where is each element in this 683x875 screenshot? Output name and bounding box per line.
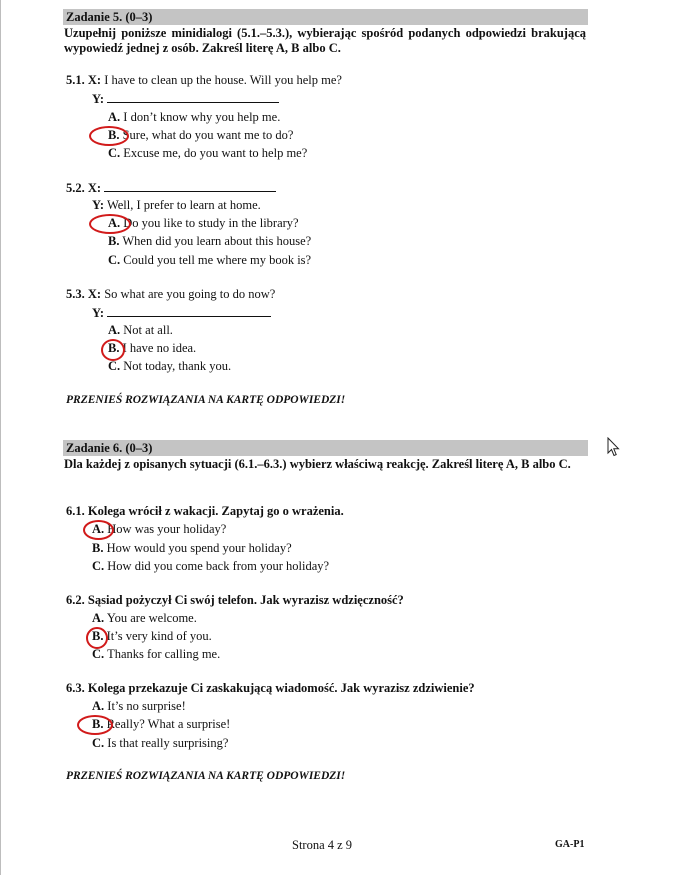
task5-header-band [63, 9, 588, 25]
task5-header: Zadanie 5. (0–3) [66, 10, 153, 24]
q6-3-option-a-letter: A. [92, 699, 105, 713]
q5-1-option-b[interactable] [108, 128, 293, 143]
task5-transfer-note: PRZENIEŚ ROZWIĄZANIA NA KARTĘ ODPOWIEDZI! [66, 394, 346, 406]
q6-2-option-b-letter: B. [92, 629, 104, 643]
q5-1-option-a-letter: A. [108, 110, 121, 124]
q5-3-option-a[interactable] [108, 323, 173, 338]
q6-1-option-b-letter: B. [92, 541, 104, 555]
q5-2-y-text: Well, I prefer to learn at home. [106, 198, 261, 212]
q5-1-answer-circle [89, 126, 129, 146]
q6-3-prompt: Kolega przekazuje Ci zaskakującą wiadomość. Jak wyrazisz zdziwienie? [87, 681, 475, 695]
q5-3-line-x [66, 287, 275, 302]
q5-1-answer-blank[interactable] [107, 91, 279, 103]
q5-3-option-b-text: I have no idea. [122, 341, 197, 355]
q6-2-number: 6.2. [66, 593, 85, 607]
mouse-cursor-icon [607, 437, 621, 457]
q5-3-option-a-letter: A. [108, 323, 121, 337]
q5-2-line-x [66, 180, 276, 196]
q6-1-option-c-text: How did you come back from your holiday? [107, 559, 330, 573]
q6-3-answer-circle [77, 715, 113, 735]
page-left-edge [0, 0, 1, 875]
q6-1-prompt: Kolega wrócił z wakacji. Zapytaj go o wrażenia. [87, 504, 344, 518]
q6-2-answer-circle [86, 627, 108, 649]
q5-3-speaker-y: Y: [92, 306, 105, 320]
q5-1-option-b-text: Sure, what do you want me to do? [122, 128, 294, 142]
q6-3-prompt-line [66, 681, 475, 696]
task6-header-band [63, 440, 588, 456]
q6-2-option-b[interactable] [92, 629, 212, 644]
q5-2-option-a-letter: A. [108, 216, 121, 230]
q5-2-option-b-text: When did you learn about this house? [122, 234, 312, 248]
q6-1-number: 6.1. [66, 504, 85, 518]
page-number: Strona 4 z 9 [292, 838, 353, 852]
q6-1-option-a-text: How was your holiday? [107, 522, 227, 536]
q5-1-speaker-y: Y: [92, 92, 105, 106]
q5-3-option-c-text: Not today, thank you. [123, 359, 232, 373]
task5-instruction: Uzupełnij poniższe minidialogi (5.1.–5.3.), wybierając spośród podanych odpowiedzi brakującą wypowiedź jednej z osób. Zakreśl literę A, B albo C. [64, 26, 586, 55]
q5-3-answer-circle [101, 339, 125, 361]
q5-2-option-c-letter: C. [108, 253, 121, 267]
exam-code: GA-P1 [555, 839, 585, 850]
q6-3-option-c-letter: C. [92, 736, 105, 750]
q5-3-speaker-x: X: [87, 287, 102, 301]
q5-2-answer-circle [89, 214, 131, 234]
q5-2-option-c[interactable] [108, 253, 311, 268]
q5-1-number: 5.1. [66, 73, 85, 87]
q5-3-number: 5.3. [66, 287, 85, 301]
q6-2-option-c[interactable] [92, 647, 220, 662]
q5-3-option-a-text: Not at all. [123, 323, 173, 337]
q6-3-option-c-text: Is that really surprising? [107, 736, 229, 750]
q6-2-option-c-letter: C. [92, 647, 105, 661]
q6-3-option-a[interactable] [92, 699, 186, 714]
q5-2-speaker-x: X: [87, 181, 102, 195]
q6-2-option-c-text: Thanks for calling me. [107, 647, 221, 661]
q5-3-answer-blank[interactable] [107, 305, 271, 317]
q6-1-option-b-text: How would you spend your holiday? [106, 541, 292, 555]
q6-1-answer-circle [83, 520, 114, 540]
q5-2-speaker-y: Y: [92, 198, 105, 212]
q6-3-option-b-text: Really? What a surprise! [106, 717, 231, 731]
q5-1-line-y [92, 91, 279, 107]
q5-2-option-b-letter: B. [108, 234, 120, 248]
q5-1-speaker-x: X: [87, 73, 102, 87]
q5-1-option-c[interactable] [108, 146, 307, 161]
q5-1-x-text: I have to clean up the house. Will you help me? [104, 73, 342, 87]
q5-3-x-text: So what are you going to do now? [104, 287, 276, 301]
q5-2-option-b[interactable] [108, 234, 311, 249]
q5-1-option-c-text: Excuse me, do you want to help me? [123, 146, 308, 160]
q5-1-option-a[interactable] [108, 110, 280, 125]
q5-3-option-c-letter: C. [108, 359, 121, 373]
q6-3-option-b-letter: B. [92, 717, 104, 731]
task6-transfer-note: PRZENIEŚ ROZWIĄZANIA NA KARTĘ ODPOWIEDZI! [66, 770, 346, 782]
q5-3-option-c[interactable] [108, 359, 231, 374]
q5-2-line-y [92, 198, 261, 213]
q5-1-option-c-letter: C. [108, 146, 121, 160]
q6-2-option-a-letter: A. [92, 611, 105, 625]
task6-header: Zadanie 6. (0–3) [66, 441, 153, 455]
q5-1-option-b-letter: B. [108, 128, 120, 142]
q5-3-option-b-letter: B. [108, 341, 120, 355]
q6-1-option-c-letter: C. [92, 559, 105, 573]
q5-3-line-y [92, 305, 271, 321]
q6-3-option-a-text: It’s no surprise! [107, 699, 186, 713]
q5-2-answer-blank[interactable] [104, 180, 276, 192]
q6-3-number: 6.3. [66, 681, 85, 695]
q6-3-option-c[interactable] [92, 736, 228, 751]
q6-2-option-b-text: It’s very kind of you. [106, 629, 212, 643]
q6-1-option-b[interactable] [92, 541, 292, 556]
q5-2-option-a[interactable] [108, 216, 299, 231]
q5-1-option-a-text: I don’t know why you help me. [123, 110, 281, 124]
q5-1-line-x [66, 73, 342, 88]
q6-1-option-a-letter: A. [92, 522, 105, 536]
q6-2-option-a[interactable] [92, 611, 197, 626]
q5-2-option-c-text: Could you tell me where my book is? [123, 253, 312, 267]
task6-instruction: Dla każdej z opisanych sytuacji (6.1.–6.3.) wybierz właściwą reakcję. Zakreśl literę A, B albo C. [64, 457, 571, 471]
q6-1-option-c[interactable] [92, 559, 329, 574]
q5-2-option-a-text: Do you like to study in the library? [123, 216, 299, 230]
q6-2-prompt: Sąsiad pożyczył Ci swój telefon. Jak wyrazisz wdzięczność? [87, 593, 404, 607]
q6-1-prompt-line [66, 504, 344, 519]
q6-2-option-a-text: You are welcome. [106, 611, 197, 625]
q5-2-number: 5.2. [66, 181, 85, 195]
q6-2-prompt-line [66, 593, 404, 608]
